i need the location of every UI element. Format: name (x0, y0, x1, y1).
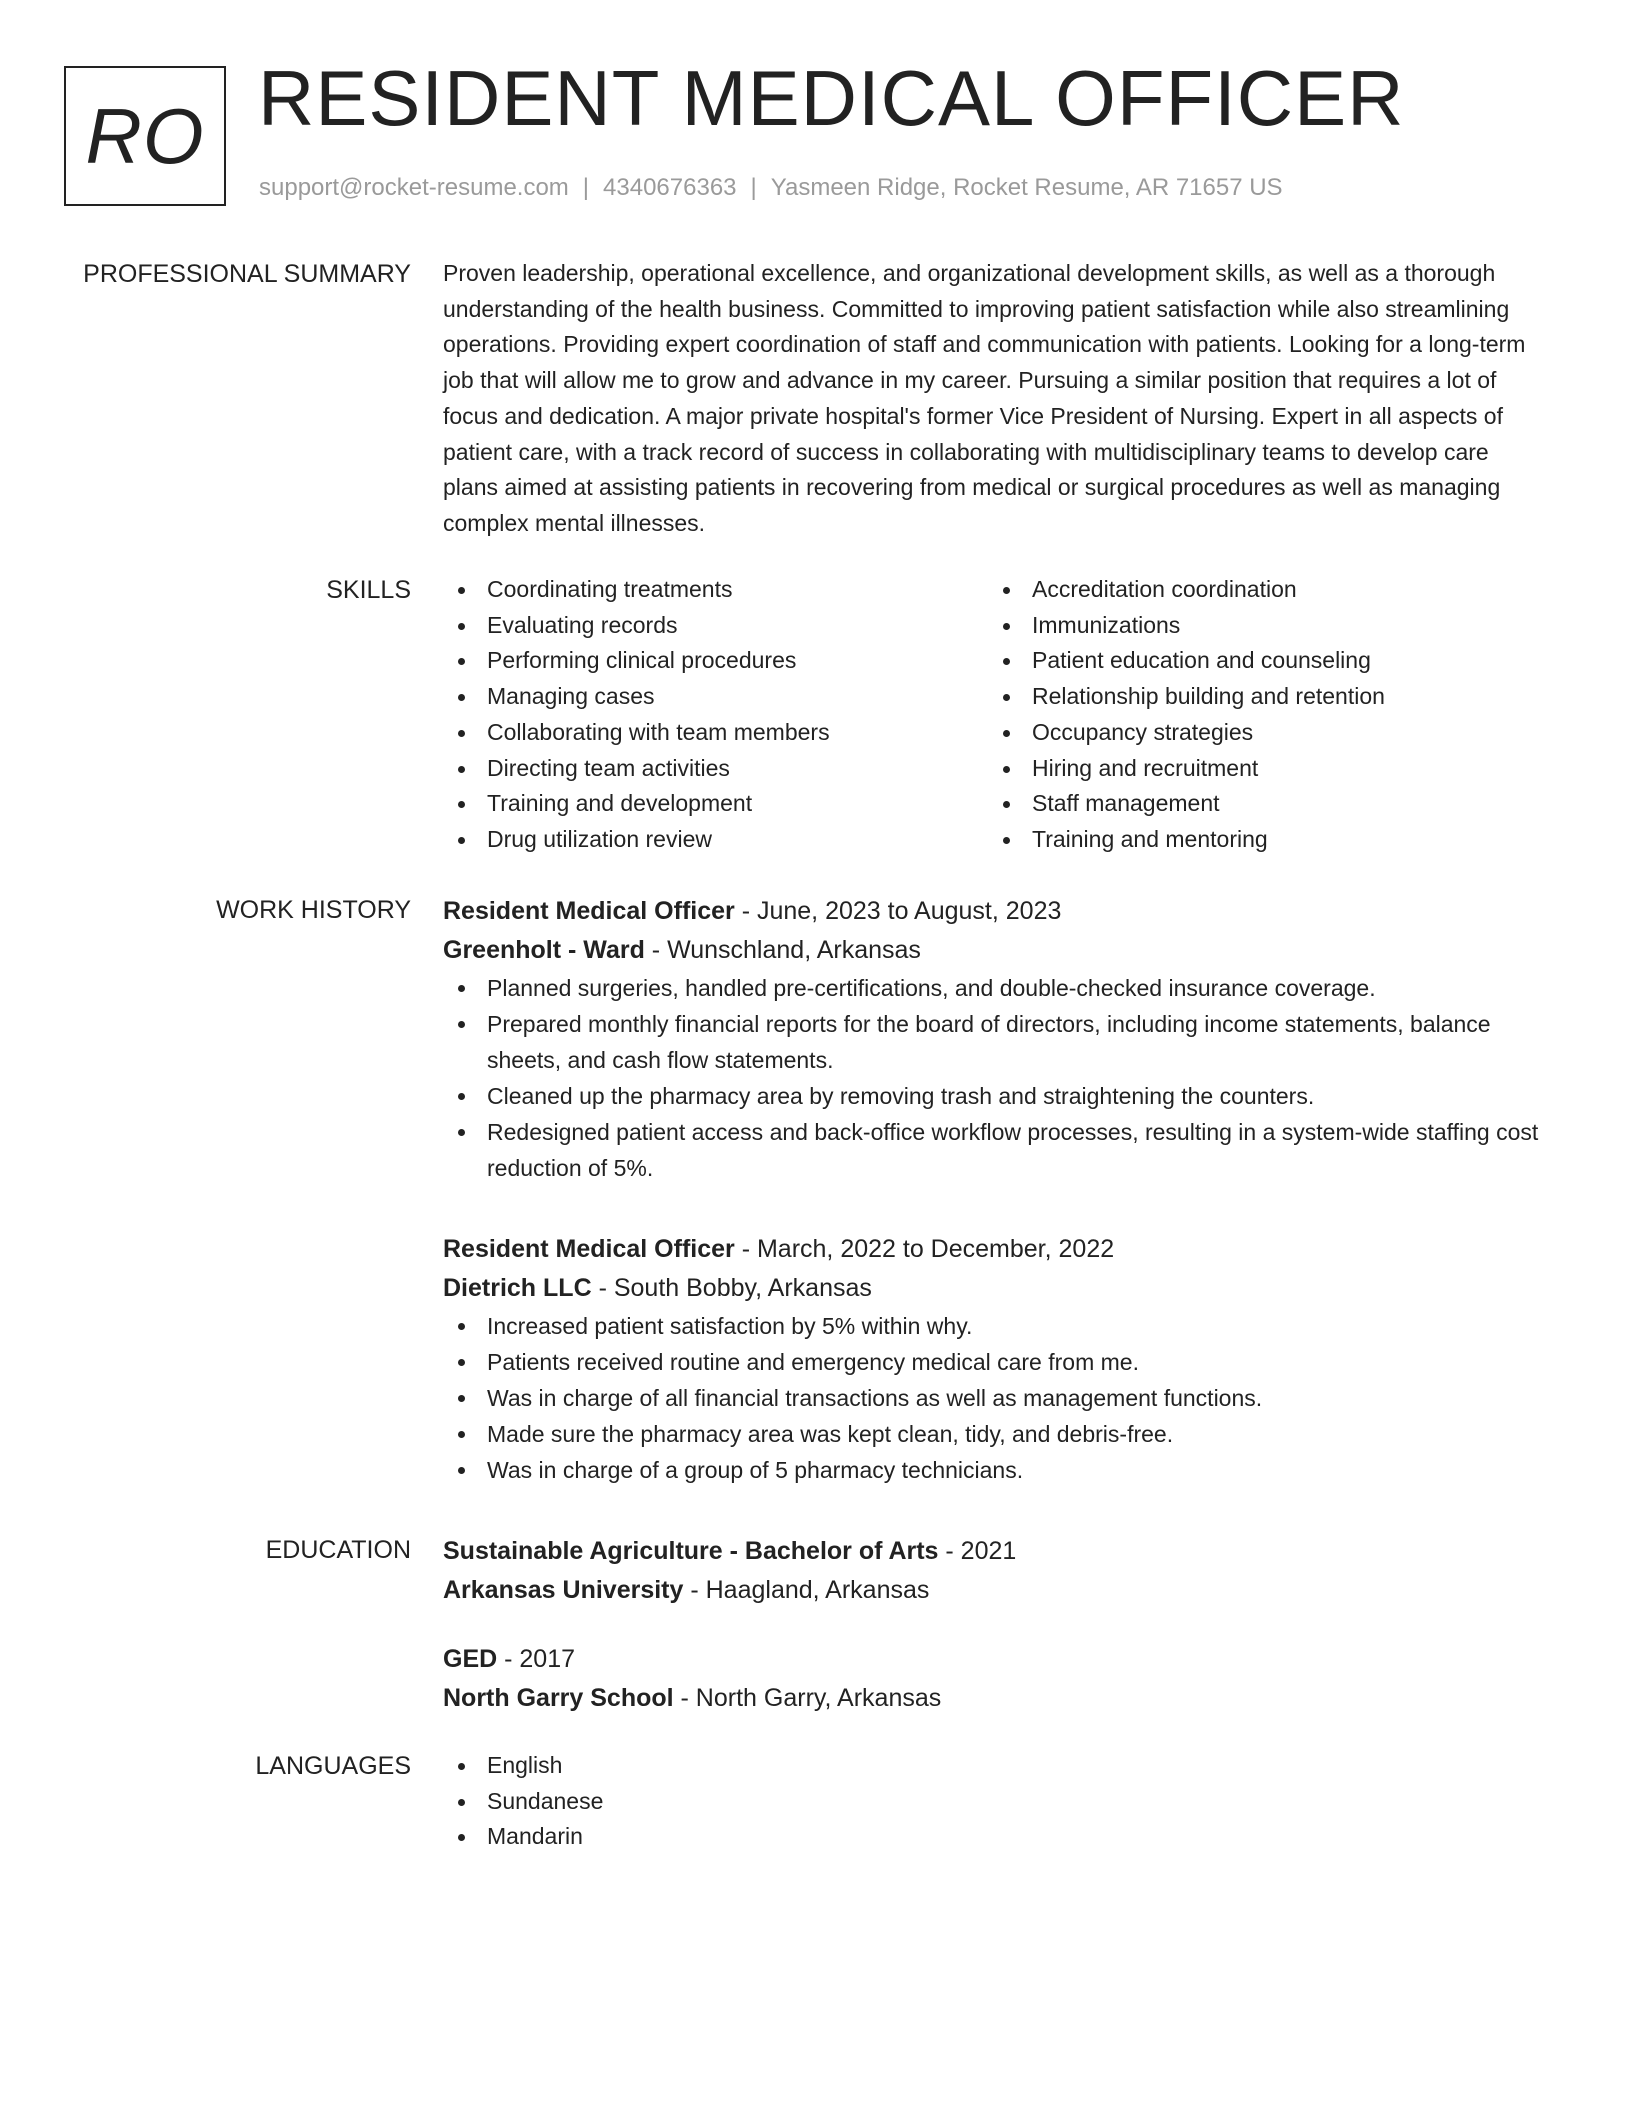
school-name: North Garry School (443, 1684, 674, 1712)
contact-separator: | (750, 174, 757, 201)
job-duty: Planned surgeries, handled pre-certifications, and double-checked insurance coverage. (443, 970, 1543, 1006)
job-role: Resident Medical Officer (443, 1235, 735, 1263)
job-duty: Prepared monthly financial reports for the board of directors, including income statements, balance sheets, and cash flow statements. (443, 1006, 1543, 1078)
skill-item: Coordinating treatments (443, 572, 988, 608)
section-label-education: EDUCATION (265, 1536, 411, 1564)
education-entry (443, 1532, 1543, 1610)
job-entry (443, 892, 1543, 1186)
job-employer-line (443, 931, 1543, 970)
section-label-work: WORK HISTORY (216, 896, 411, 924)
job-duty: Cleaned up the pharmacy area by removing trash and straightening the counters. (443, 1078, 1543, 1114)
skill-item: Collaborating with team members (443, 715, 988, 751)
skill-item: Hiring and recruitment (988, 751, 1533, 787)
school-name: Arkansas University (443, 1576, 684, 1604)
school-location: - Haagland, Arkansas (683, 1576, 930, 1604)
skill-item: Drug utilization review (443, 822, 988, 858)
languages-list (443, 1748, 1543, 1855)
skills-list-left (443, 572, 988, 858)
skill-item: Directing team activities (443, 751, 988, 787)
job-dates: - March, 2022 to December, 2022 (734, 1235, 1115, 1263)
job-duty: Was in charge of all financial transactions as well as management functions. (443, 1380, 1543, 1416)
job-duty: Patients received routine and emergency medical care from me. (443, 1344, 1543, 1380)
degree-line (443, 1640, 1543, 1679)
summary-text: Proven leadership, operational excellence, and organizational development skills, as well as a thorough understanding of the health business. Committed to improving patient satisfaction while also streamlining operations. Providing expert coordination of staff and communication with patients. Looking for a long-term job that will allow me to grow and advance in my career. Pursuing a similar position that requires a lot of focus and dedication. A major private hospital's former Vice President of Nursing. Expert in all aspects of patient care, with a track record of success in collaborating with multidisciplinary teams to develop care plans aimed at assisting patients in recovering from medical or surgical procedures as well as managing complex mental illnesses. (443, 260, 1526, 536)
job-location: - Wunschland, Arkansas (644, 936, 921, 964)
skills-list-right (988, 572, 1533, 858)
skill-item: Staff management (988, 786, 1533, 822)
skill-item: Managing cases (443, 679, 988, 715)
address-text: Yasmeen Ridge, Rocket Resume, AR 71657 US (770, 174, 1283, 201)
job-employer: Dietrich LLC (443, 1274, 592, 1302)
skill-item: Immunizations (988, 608, 1533, 644)
job-duties-list (443, 1308, 1543, 1488)
job-employer: Greenholt - Ward (443, 936, 645, 964)
school-line (443, 1571, 1543, 1610)
degree-name: GED (443, 1645, 498, 1673)
job-dates: - June, 2023 to August, 2023 (734, 897, 1062, 925)
job-title-line (443, 892, 1543, 931)
section-label-languages: LANGUAGES (255, 1752, 411, 1780)
job-location: - South Bobby, Arkansas (591, 1274, 872, 1302)
job-title-line (443, 1230, 1543, 1269)
initials-monogram: RO (64, 66, 226, 206)
job-role: Resident Medical Officer (443, 897, 735, 925)
job-duty: Increased patient satisfaction by 5% within why. (443, 1308, 1543, 1344)
job-entry (443, 1230, 1543, 1488)
language-item: Sundanese (443, 1784, 1543, 1820)
section-label-skills: SKILLS (326, 576, 411, 604)
skill-item: Relationship building and retention (988, 679, 1533, 715)
degree-line (443, 1532, 1543, 1571)
languages-content (443, 1748, 1543, 1855)
contact-line (259, 174, 1283, 202)
school-location: - North Garry, Arkansas (673, 1684, 942, 1712)
phone-text: 4340676363 (603, 174, 737, 201)
email-text: support@rocket-resume.com (259, 174, 569, 201)
skill-item: Performing clinical procedures (443, 643, 988, 679)
education-entry (443, 1640, 1543, 1718)
skills-columns (443, 572, 1543, 858)
contact-separator: | (582, 174, 590, 201)
job-duty: Redesigned patient access and back-office workflow processes, resulting in a system-wide staffing cost reduction of 5%. (443, 1114, 1543, 1186)
page-title: RESIDENT MEDICAL OFFICER (258, 54, 1405, 142)
language-item: English (443, 1748, 1543, 1784)
skill-item: Training and development (443, 786, 988, 822)
skill-item: Occupancy strategies (988, 715, 1533, 751)
skill-item: Evaluating records (443, 608, 988, 644)
job-duties-list (443, 970, 1543, 1186)
job-duty: Made sure the pharmacy area was kept clean, tidy, and debris-free. (443, 1416, 1543, 1452)
skill-item: Accreditation coordination (988, 572, 1533, 608)
degree-year: - 2021 (938, 1537, 1017, 1565)
skill-item: Training and mentoring (988, 822, 1533, 858)
school-line (443, 1679, 1543, 1718)
degree-year: - 2017 (497, 1645, 576, 1673)
language-item: Mandarin (443, 1819, 1543, 1855)
job-employer-line (443, 1269, 1543, 1308)
degree-name: Sustainable Agriculture - Bachelor of Arts (443, 1537, 939, 1565)
job-duty: Was in charge of a group of 5 pharmacy technicians. (443, 1452, 1543, 1488)
section-label-summary: PROFESSIONAL SUMMARY (83, 260, 411, 288)
skill-item: Patient education and counseling (988, 643, 1533, 679)
